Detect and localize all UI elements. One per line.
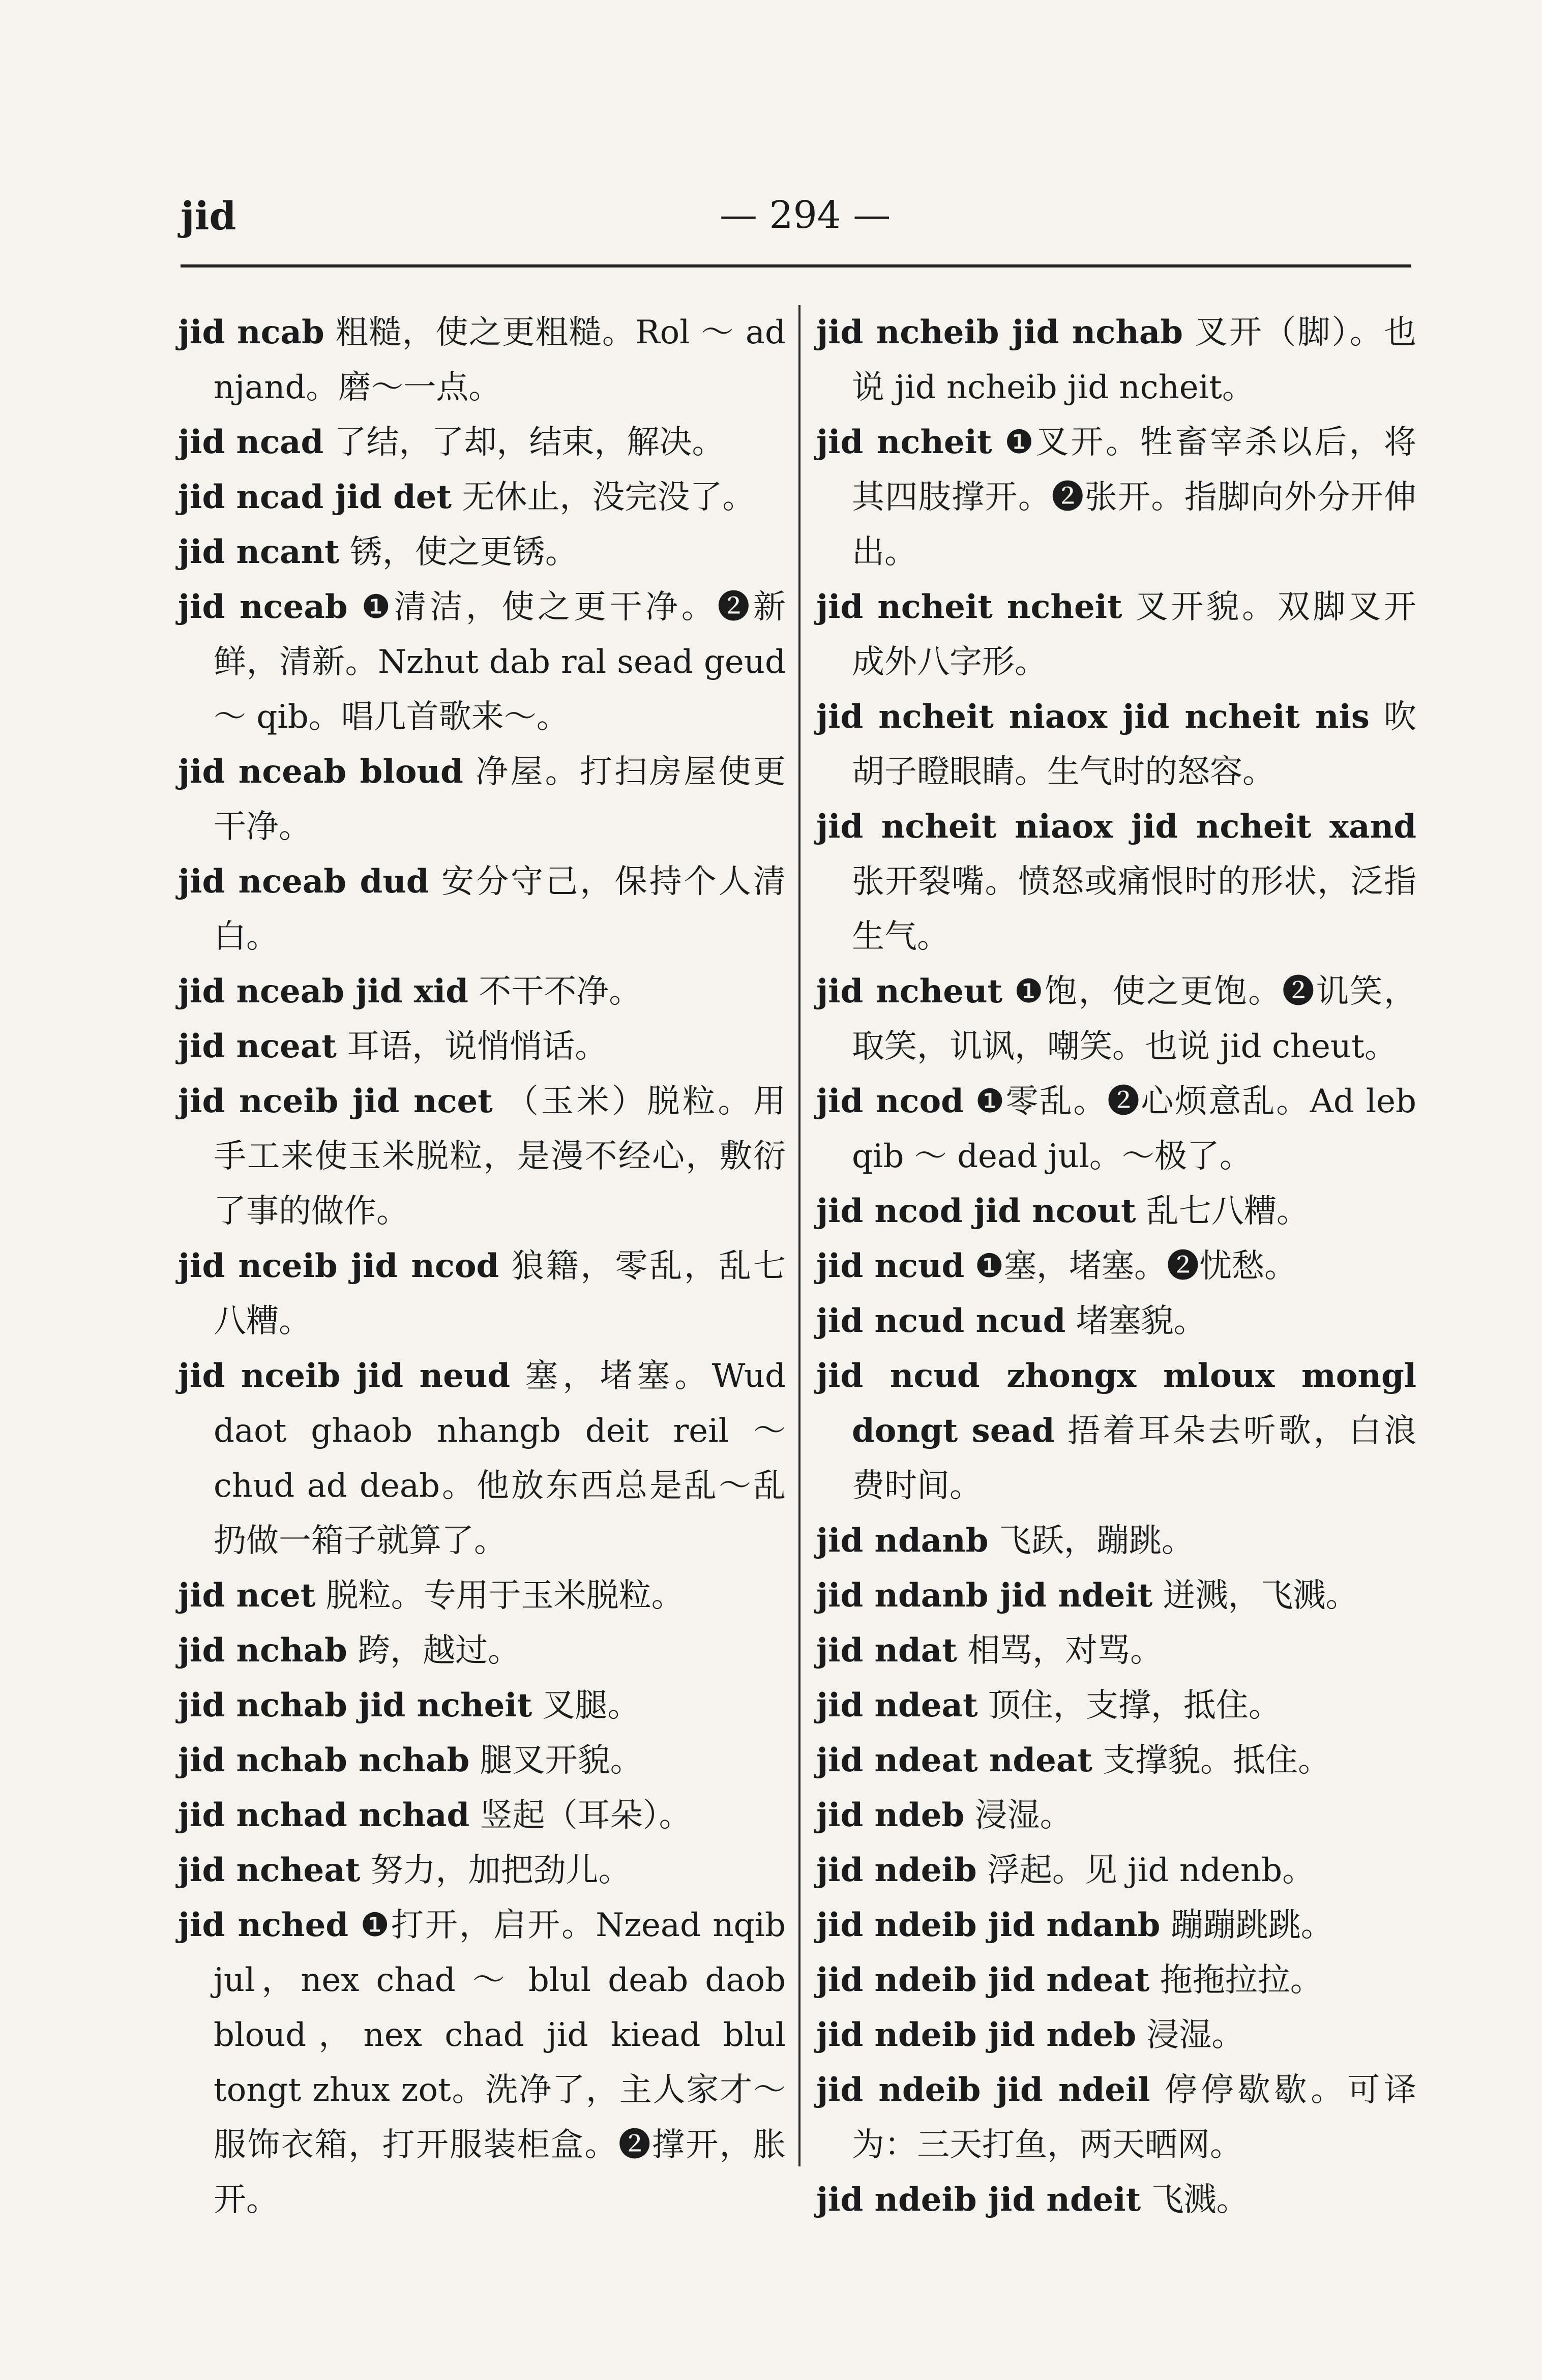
dictionary-entry <box>178 964 786 1019</box>
entry-definition: 拖拖拉拉。 <box>1160 1961 1323 1999</box>
entry-term: jid ndanb <box>816 1522 989 1560</box>
entry-definition: ❶打开，启开。Nzead nqib jul，nex chad ～ blul deab daob bloud，nex chad jid kiead blul tongt zhux zot。洗净了，主人家才～服饰衣箱，打开服装柜盒。❷撑开，胀开。 <box>214 1907 786 2219</box>
entry-definition: 顶住，支撑，抵住。 <box>988 1687 1281 1724</box>
entry-definition: 粗糙，使之更粗糙。Rol ～ ad njand。磨～一点。 <box>214 314 786 406</box>
dictionary-entry <box>816 580 1416 690</box>
dictionary-entry <box>816 1843 1416 1898</box>
dictionary-entry <box>816 2063 1416 2173</box>
entry-term: jid ndeib jid ndeit <box>816 2181 1141 2219</box>
dictionary-entry <box>816 1733 1416 1788</box>
dictionary-entry <box>178 1843 786 1898</box>
entry-term: jid nceab dud <box>178 862 429 901</box>
dictionary-entry <box>178 1074 786 1239</box>
entry-definition: 了结，了却，结束，解决。 <box>334 424 725 461</box>
dictionary-entry <box>178 525 786 580</box>
page-header <box>181 193 1411 259</box>
entry-term: jid ndeb <box>816 1796 965 1834</box>
entry-definition: 浸湿。 <box>1146 2016 1244 2054</box>
dictionary-entry <box>816 415 1416 580</box>
dictionary-entry <box>178 1898 786 2227</box>
entry-term: jid ndeib jid ndeat <box>816 1961 1150 1999</box>
entry-term: jid nceat <box>178 1027 337 1065</box>
dictionary-entry <box>816 1513 1416 1568</box>
dictionary-entry <box>816 1184 1416 1239</box>
dictionary-entry <box>816 1623 1416 1678</box>
entry-term: jid ncheat <box>178 1851 361 1889</box>
entry-definition: 相骂，对骂。 <box>967 1632 1163 1670</box>
entry-term: jid nceib jid ncod <box>178 1247 499 1285</box>
dictionary-entry <box>816 1239 1416 1294</box>
entry-definition: 不干不净。 <box>479 973 642 1010</box>
entry-definition: 飞跃，蹦跳。 <box>998 1522 1194 1560</box>
entry-term: jid nceab bloud <box>178 753 463 791</box>
dictionary-entry <box>178 1349 786 1568</box>
entry-term: jid ncud zhongx mloux mongl dongt sead <box>816 1357 1416 1450</box>
entry-definition: ❶饱，使之更饱。❷讥笑，取笑，讥讽，嘲笑。也说 jid cheut。 <box>852 973 1416 1065</box>
entry-definition: 努力，加把劲儿。 <box>370 1852 631 1889</box>
entry-definition: 蹦蹦跳跳。 <box>1170 1907 1333 1944</box>
dictionary-entry <box>178 1623 786 1678</box>
entry-definition: 腿叉开貌。 <box>480 1742 643 1779</box>
dictionary-entry <box>178 1788 786 1843</box>
entry-definition: 堵塞貌。 <box>1076 1302 1206 1340</box>
dictionary-entry <box>816 2008 1416 2063</box>
entry-definition: 跨，越过。 <box>358 1632 521 1670</box>
entry-definition: 塞，堵塞。Wud daot ghaob nhangb deit reil ～ chud ad deab。他放东西总是乱～乱扔做一箱子就算了。 <box>214 1357 786 1560</box>
page-number: — 294 — <box>720 193 891 237</box>
entry-term: jid ndeib jid ndeb <box>816 2016 1137 2054</box>
entry-term: jid ncheib jid nchab <box>816 313 1183 351</box>
entry-definition: 飞溅。 <box>1151 2181 1249 2219</box>
entry-term: jid nchab nchab <box>178 1741 470 1779</box>
entry-term: jid ncab <box>178 313 324 351</box>
entry-definition: 竖起（耳朵）。 <box>480 1797 692 1834</box>
entry-definition: 叉开（脚）。也说 jid ncheib jid ncheit。 <box>852 314 1417 406</box>
dictionary-entry <box>178 1239 786 1349</box>
dictionary-entry <box>178 470 786 525</box>
entry-definition: 浸湿。 <box>974 1797 1073 1834</box>
dictionary-entry <box>816 2173 1416 2227</box>
dictionary-entry <box>816 305 1416 415</box>
dictionary-entry <box>816 964 1416 1074</box>
entry-term: jid ncad jid det <box>178 478 452 516</box>
entry-term: jid nceab <box>178 588 348 626</box>
entry-definition: ❶叉开。牲畜宰杀以后，将其四肢撑开。❷张开。指脚向外分开伸出。 <box>852 424 1417 571</box>
entry-definition: ❶塞，堵塞。❷忧愁。 <box>974 1247 1297 1285</box>
entry-definition: 吹胡子瞪眼睛。生气时的怒容。 <box>852 698 1417 791</box>
entry-term: jid nceab jid xid <box>178 972 468 1010</box>
dictionary-entry <box>816 799 1416 964</box>
column-divider <box>798 305 800 2166</box>
entry-definition: 迸溅，飞溅。 <box>1163 1577 1358 1615</box>
entry-term: jid ncod jid ncout <box>816 1192 1136 1230</box>
entry-term: jid ncud ncud <box>816 1302 1066 1340</box>
entry-term: jid nchab <box>178 1631 347 1670</box>
entry-definition: 脱粒。专用于玉米脱粒。 <box>325 1577 684 1615</box>
entry-definition: 支撑貌。抵住。 <box>1103 1742 1331 1779</box>
dictionary-entry <box>178 1019 786 1074</box>
dictionary-entry <box>178 854 786 964</box>
entry-definition: 浮起。见 jid ndenb。 <box>987 1852 1315 1889</box>
dictionary-entry <box>816 1349 1416 1513</box>
dictionary-entry <box>816 1788 1416 1843</box>
entry-definition: 耳语，说悄悄话。 <box>347 1028 608 1065</box>
entry-term: jid nchad nchad <box>178 1796 470 1834</box>
entry-term: jid ncod <box>816 1082 964 1120</box>
dictionary-entry <box>816 1074 1416 1184</box>
entry-term: jid ndanb jid ndeit <box>816 1576 1153 1615</box>
dictionary-entry <box>178 305 786 415</box>
right-column <box>816 305 1416 2227</box>
entry-definition: 乱七八糟。 <box>1146 1193 1309 1230</box>
entry-term: jid ncheut <box>816 972 1003 1010</box>
entry-term: jid ncheit niaox jid ncheit nis <box>816 698 1370 736</box>
dictionary-entry <box>178 415 786 470</box>
entry-term: jid ncheit niaox jid ncheit xand <box>816 808 1416 846</box>
entry-definition: （玉米）脱粒。用手工来使玉米脱粒，是漫不经心，敷衍了事的做作。 <box>214 1083 786 1230</box>
entry-term: jid ndeib <box>816 1851 977 1889</box>
header-rule <box>181 264 1411 267</box>
dictionary-entry <box>178 1568 786 1623</box>
entry-definition: 净屋。打扫房屋使更干净。 <box>214 753 786 846</box>
entry-term: jid ndeib jid ndeil <box>816 2071 1150 2109</box>
dictionary-entry <box>816 1953 1416 2008</box>
entry-definition: ❶零乱。❷心烦意乱。Ad leb qib ～ dead jul。～极了。 <box>852 1083 1417 1175</box>
dictionary-entry <box>816 1568 1416 1623</box>
entry-term: jid ncad <box>178 423 324 461</box>
entry-term: jid ndeat ndeat <box>816 1741 1092 1779</box>
dictionary-entry <box>178 1733 786 1788</box>
dictionary-entry <box>178 1678 786 1733</box>
entry-term: jid ndat <box>816 1631 957 1670</box>
dictionary-entry <box>816 1294 1416 1349</box>
entry-definition: 捂着耳朵去听歌，白浪费时间。 <box>852 1412 1417 1505</box>
entry-term: jid ncant <box>178 533 340 571</box>
entry-term: jid ncheit ncheit <box>816 588 1122 626</box>
entry-term: jid ncet <box>178 1576 316 1615</box>
entry-term: jid nceib jid neud <box>178 1357 511 1395</box>
entry-definition: 叉开貌。双脚叉开成外八字形。 <box>852 588 1417 681</box>
dictionary-entry <box>178 580 786 745</box>
entry-term: jid nceib jid ncet <box>178 1082 493 1120</box>
entry-definition: 张开裂嘴。愤怒或痛恨时的形状，泛指生气。 <box>852 863 1416 956</box>
entry-definition: 叉腿。 <box>542 1687 640 1724</box>
dictionary-entry <box>178 745 786 854</box>
entry-definition: 锈，使之更锈。 <box>349 533 578 571</box>
entry-term: jid nchab jid ncheit <box>178 1686 532 1724</box>
dictionary-entry <box>816 1678 1416 1733</box>
entry-term: jid nched <box>178 1906 349 1944</box>
entry-term: jid ndeib jid ndanb <box>816 1906 1161 1944</box>
dictionary-entry <box>816 1898 1416 1953</box>
entry-definition: 无休止，没完没了。 <box>462 479 755 516</box>
dictionary-entry <box>816 690 1416 799</box>
entry-term: jid ncheit <box>816 423 992 461</box>
entry-definition: 狼籍，零乱，乱七八糟。 <box>214 1247 786 1340</box>
running-headword: jid <box>181 193 236 239</box>
left-column <box>178 305 786 2227</box>
entry-definition: 安分守己，保持个人清白。 <box>214 863 786 956</box>
entry-definition: ❶清洁，使之更干净。❷新鲜，清新。Nzhut dab ral sead geud ～ qib。唱几首歌来～。 <box>214 588 786 736</box>
entry-term: jid ndeat <box>816 1686 978 1724</box>
entry-term: jid ncud <box>816 1247 965 1285</box>
entry-definition: 停停歇歇。可译为：三天打鱼，两天晒网。 <box>852 2071 1417 2164</box>
